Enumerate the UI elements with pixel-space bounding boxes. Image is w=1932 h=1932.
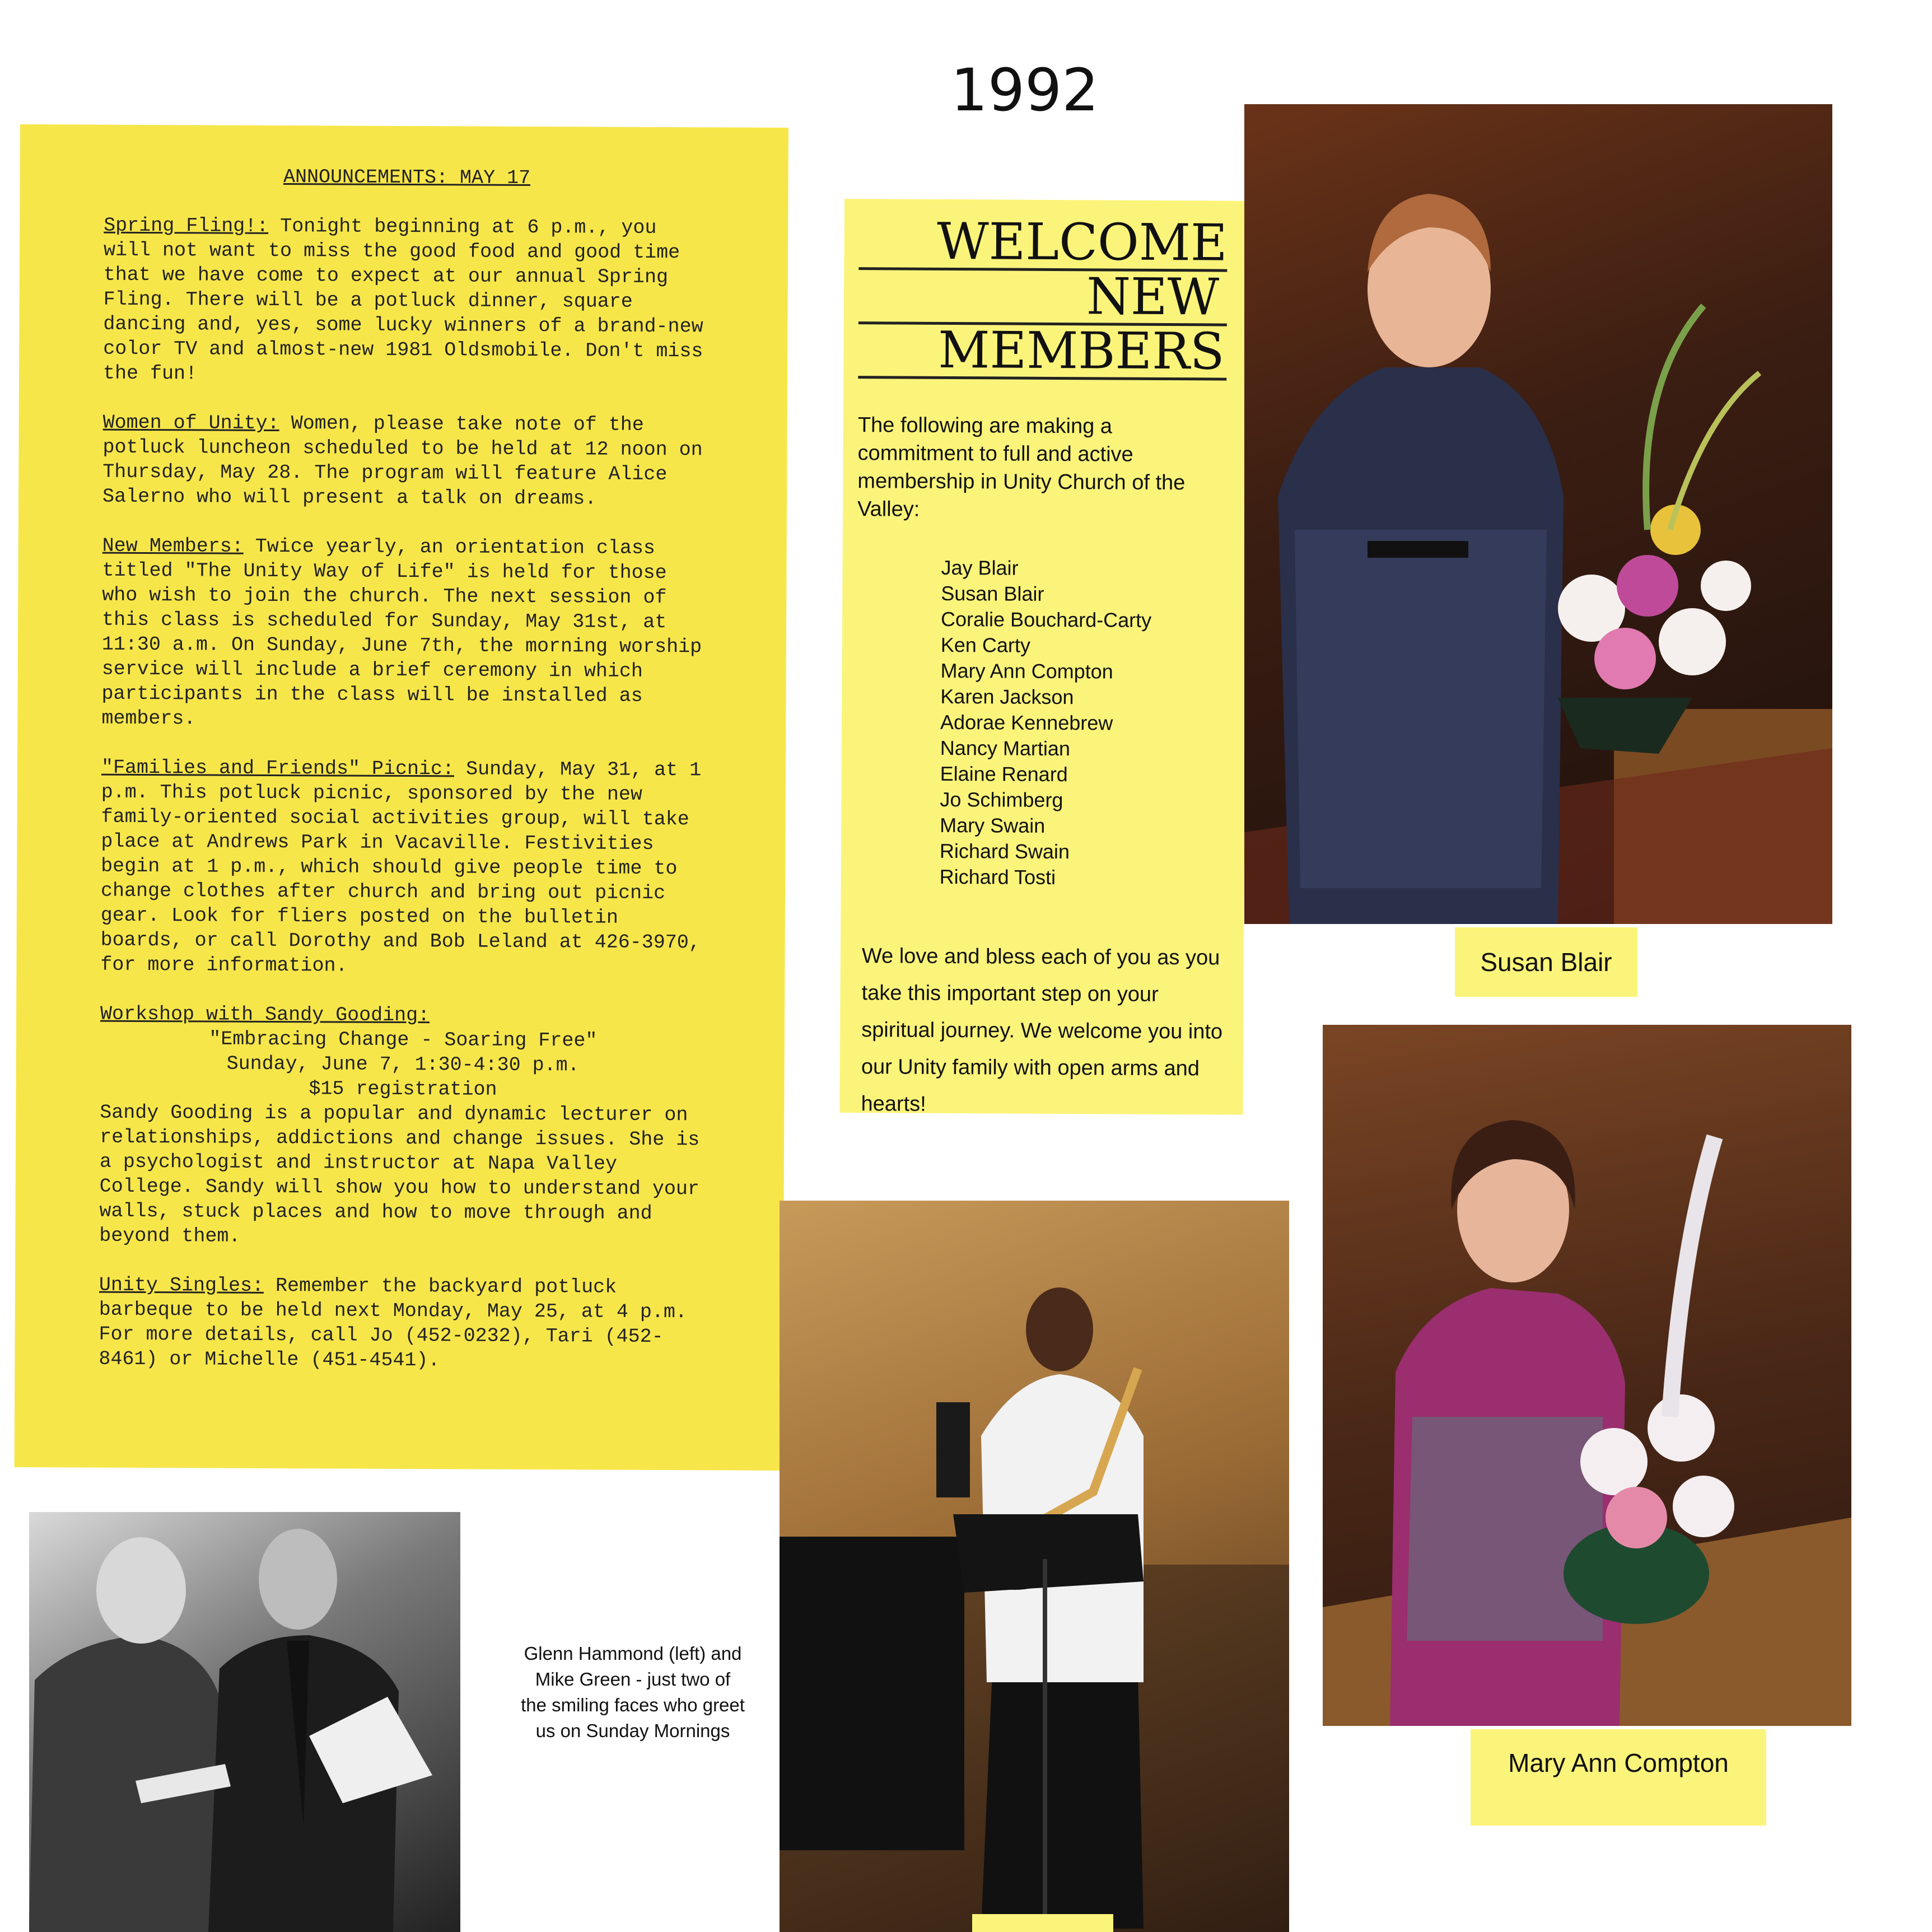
member-list	[940, 555, 1226, 892]
photo-glenn-and-mike-drawing	[29, 1512, 460, 1932]
announcement-body: Tonight beginning at 6 p.m., you will not want to miss the good food and good time that we have come to expect at our annual Spring Fling. There will be a potluck dinner, square dancing and, yes, some lucky winners of a brand-new color TV and almost-new 1981 Oldsmobile. Don't miss the fun!	[102, 215, 703, 385]
announcement-workshop	[99, 1002, 706, 1251]
photo-mary-ann-compton	[1323, 1025, 1851, 1726]
announcement-spring-fling	[103, 213, 710, 389]
photo-bass-player-drawing	[780, 1201, 1289, 1932]
announcement-title: New Members:	[102, 534, 244, 558]
welcome-intro: The following are making a commitment to full and active membership in Unity Church of the Valley:	[857, 413, 1186, 521]
photo-susan-blair-drawing	[1244, 104, 1832, 924]
announcement-new-members	[101, 534, 708, 734]
caption-glenn-and-mike: Glenn Hammond (left) and Mike Green - just two of the smiling faces who greet us on Sunday Mornings	[521, 1643, 745, 1741]
announcement-title: Spring Fling!:	[104, 214, 269, 237]
member-name: Richard Tosti	[939, 865, 1056, 889]
announcement-title: Unity Singles:	[99, 1273, 264, 1297]
workshop-fee: $15 registration	[309, 1077, 497, 1101]
announcement-body: Sunday, May 31, at 1 p.m. This potluck picnic, sponsored by the new family-oriented social activities group, will take place at Andrews Park in Vacaville. Festivities begin at 1 p.m., which should give people time to change clothes after church and bring out picnic gear. Look for fliers posted on the bulletin boards, or call Dorothy and Bob Leland at 426-3970, for more information.	[100, 758, 702, 977]
announcement-singles	[99, 1273, 705, 1374]
caption-susan-blair: Susan Blair	[1455, 927, 1637, 997]
member-name: Coralie Bouchard-Carty	[940, 607, 1152, 632]
member-name: Susan Blair	[941, 581, 1044, 605]
welcome-title-line2: NEW	[858, 270, 1227, 326]
member-name: Ken Carty	[940, 633, 1031, 657]
workshop-date: Sunday, June 7, 1:30-4:30 p.m.	[226, 1052, 580, 1077]
announcements-sheet	[15, 124, 788, 1471]
member-name: Nancy Martian	[940, 736, 1071, 760]
page-year: 1992	[950, 56, 1099, 124]
welcome-title-line3: MEMBERS	[858, 324, 1226, 380]
announcement-body: Women, please take note of the potluck luncheon scheduled to be held at 12 noon on Thursday, May 28. The program will feature Alice Salerno who will present a talk on dreams.	[102, 412, 703, 510]
member-name: Adorae Kennebrew	[940, 710, 1113, 735]
announcement-title: "Families and Friends" Picnic:	[101, 756, 455, 781]
member-name: Jo Schimberg	[940, 787, 1063, 812]
announcements-heading: ANNOUNCEMENTS: MAY 17	[283, 166, 531, 189]
member-name: Elaine Renard	[940, 762, 1068, 786]
member-name: Mary Ann Compton	[940, 659, 1113, 683]
announcement-women-of-unity	[102, 410, 709, 512]
photo-glenn-and-mike	[29, 1512, 460, 1932]
workshop-name: "Embracing Change - Soaring Free"	[209, 1028, 598, 1052]
welcome-sheet	[839, 199, 1248, 1115]
announcement-body: Twice yearly, an orientation class titled "The Unity Way of Life" is held for those who wish to join the church. The next session of this class is scheduled for Sunday, May 31st, at 11:30 a.m. On Sunday, June 7th, the morning worship service will include a brief ceremony in which participants in the class will be installed as members.	[101, 535, 702, 730]
member-name: Mary Swain	[940, 813, 1046, 837]
member-name: Jay Blair	[941, 556, 1019, 580]
announcement-body: Remember the backyard potluck barbeque to be held next Monday, May 25, at 4 p.m. For more details, call Jo (452-0232), Tari (452-8461) or Michelle (451-4541).	[99, 1275, 688, 1372]
caption-bass-player	[972, 1914, 1113, 1932]
announcement-picnic	[100, 755, 707, 980]
photo-mary-ann-compton-drawing	[1323, 1025, 1851, 1726]
photo-susan-blair	[1244, 104, 1832, 924]
workshop-title: Workshop with Sandy Gooding:	[100, 1002, 430, 1027]
workshop-body: Sandy Gooding is a popular and dynamic lecturer on relationships, addictions and change issues. She is a psychologist and instructor at Napa Valley College. Sandy will show you how to understand your walls, stuck places and how to move through and beyond them.	[99, 1101, 700, 1248]
announcement-title: Women of Unity:	[102, 411, 279, 435]
photo-bass-player	[780, 1201, 1289, 1932]
member-name: Richard Swain	[939, 839, 1070, 864]
member-name: Karen Jackson	[940, 684, 1074, 709]
caption-mary-ann-compton: Mary Ann Compton	[1471, 1729, 1766, 1826]
welcome-closing: We love and bless each of you as you take this important step on your spiritual journey. We welcome you into our Unity family with open arms and hearts!	[861, 944, 1223, 1116]
welcome-title-line1: WELCOME	[858, 216, 1227, 272]
